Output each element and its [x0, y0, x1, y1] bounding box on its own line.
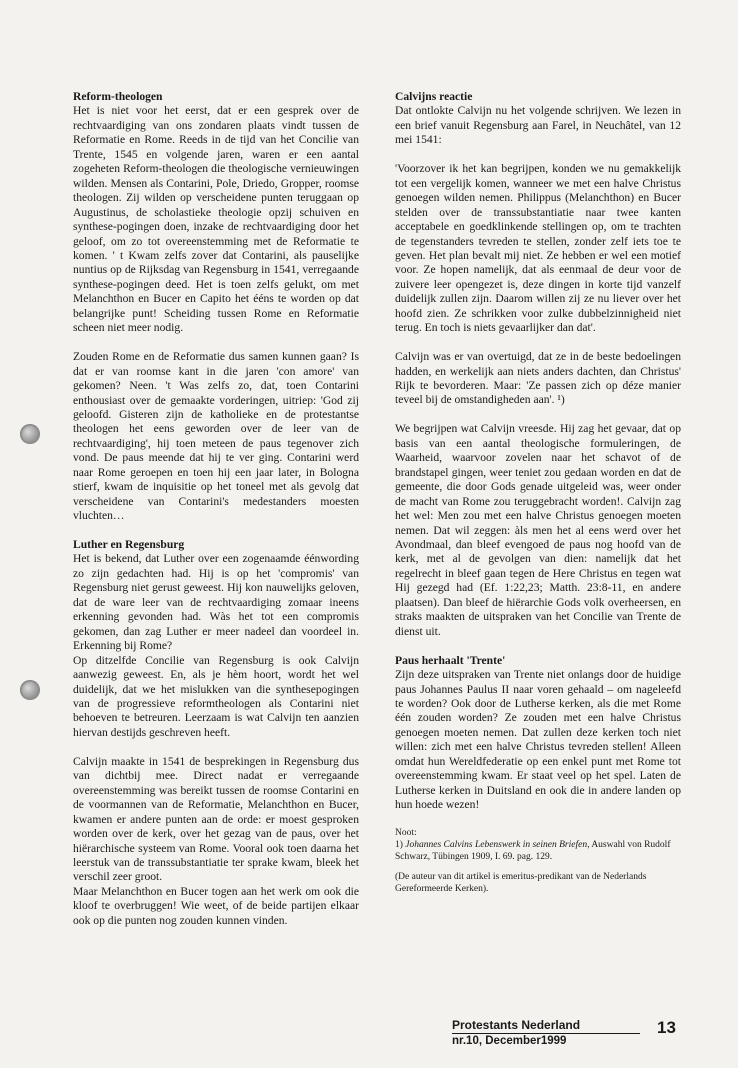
publication-title: Protestants Nederland [452, 1018, 581, 1032]
paragraph: Op ditzelfde Concilie van Regensburg is ook Calvijn aanwezig geweest. En, als je hèm hoort, wordt het wel duidelijk, dat we het mislukken van die synthesepogingen van de progressieve reformtheologen als Contarini niet behoeven te betreuren. Leerzaam is wat Calvijn ten aanzien hiervan destijds geschreven heeft. [73, 653, 359, 739]
footnote-number: 1) [395, 840, 406, 851]
paragraph: Zouden Rome en de Reformatie dus samen kunnen gaan? Is dat er van roomse kant in die jaren 'con amore' van gekomen? Neen. 't Was zelfs zo, dat, toen Contarini enthousiast over de gemaakte vorderingen, uitriep: 'God zij geloofd. Gisteren zijn de katholieke en de protestantse theologen het eens geworden over de leer van de rechtvaardiging', hij toen meteen de paus tegenover zich vond. De paus meende dat hij te ver ging. Contarini werd naar Rome geroepen en toen hij een jaar later, in Bologna stierf, kwam de inquisitie op het toneel met als gevolg dat verscheidene van Contarini's medestanders moesten vluchten… [73, 350, 359, 523]
paragraph: Zijn deze uitspraken van Trente niet onlangs door de huidige paus Johannes Paulus II naar voren gehaald – om nageleefd te worden? Ook door de Lutherse kerken, als die met Rome één zouden worden? Ze zouden met een halve Christus genoegen moeten nemen. Dat zullen deze kerken toch niet willen: zich met een halve Christus tevreden stellen! Alleen omdat hun Wereldfederatie op een enkel punt met Rome tot overeenstemming kwam. Er staat veel op het spel. Laten de Lutherse kerken in Duitsland en ook die in andere landen op hun hoede wezen! [395, 668, 681, 812]
heading-calvijns-reactie: Calvijns reactie [395, 90, 473, 103]
heading-luther-en-regensburg: Luther en Regensburg [73, 538, 185, 552]
footnote-label: Noot: [395, 828, 417, 839]
heading-reform-theologen: Reform-theologen [73, 90, 163, 103]
punch-hole-bottom [20, 680, 40, 700]
paragraph: We begrijpen wat Calvijn vreesde. Hij zag het gevaar, dat op basis van een aantal theologische formuleringen, de Waarheid, waarvoor zovelen naar het schavot of de brandstapel gingen, weer teniet zou gedaan worden en dat de gemeente, die door Gods genade uitgeleid was, weer onder de macht van Rome zou teruggebracht worden!. Calvijn zag het wel: Men zou met een halve Christus genoegen moeten nemen. Dat wil zeggen: àls men het al eens werd over het Avondmaal, dan bleef evengoed de paus nog hoofd van de kerk, met al de gevolgen van dien: namelijk dat het regelrecht in bleef gaan tegen de Here Christus en tegen wat Hij gezegd had (Ef. 1:22,23; Matth. 23:8-11, en andere plaatsen). Dan bleef de hiërarchie Gods volk overheersen, en straks maakten de uitspraken van het Concilie van Trente de dienst uit. [395, 422, 681, 638]
heading-paus-herhaalt-trente: Paus herhaalt 'Trente' [395, 653, 506, 667]
footer-divider [452, 1033, 640, 1034]
footnote-source: Auswahl von Rudolf Schwarz, Tübingen 1909, I. 69. pag. 129. [395, 840, 671, 863]
page-number: 13 [657, 1018, 676, 1037]
paragraph: Het is niet voor het eerst, dat er een gesprek over de rechtvaardiging van ons zondaren plaats vindt tussen de Reformatie en Rome. Reeds in de tijd van het Concilie van Trente, 1545 en volgende jaren, waren er een aantal zogeheten Reform-theologen die theologische vernieuwingen wilden. Mensen als Contarini, Pole, Driedo, Gropper, roomse theologen. Zij wilden op verscheidene punten teruggaan op Augustinus, de scholastieke theologie opzij schuiven en synthese-pogingen doen, inzake de rechtvaardiging door het geloof, om zo tot overeenstemming met de Reformatie te komen. ' t Kwam zelfs zover dat Contarini, als pauselijke nuntius op de Rijksdag van Regensburg in 1541, verregaande synthese-pogingen deed. Het is toen zelfs gelukt, om met Melanchthon en Bucer en Capito het ééns te worden op dat belangrijke punt! Scheiding tussen Rome en Reformatie scheen niet meer nodig. [73, 104, 359, 335]
footnote-book-title: Johannes Calvins Lebenswerk in seinen Briefen, [405, 840, 590, 851]
right-column [395, 90, 681, 903]
issue-info: nr.10, December1999 [452, 1035, 567, 1047]
paragraph: Calvijn was er van overtuigd, dat ze in de beste bedoelingen hadden, en werkelijk aan niets anders dachten, dan Christus' Rijk te bevorderen. Maar: 'Ze passen zich op déze manier teveel bij de omstandigheden aan'. ¹) [395, 350, 681, 407]
left-column [73, 90, 359, 943]
quote-paragraph: 'Voorzover ik het kan begrijpen, konden we nu gemakkelijk tot een vergelijk komen, wanneer we met een halve Christus genoegen wilden nemen. Philippus (Melanchthon) en Bucer stelden over de transsubstantiatie naar twee kanten acceptabele en goedklinkende stellingen op, om te trachten de tegenstanders tevreden te stellen, zonder zelf iets toe te geven. Het plan bevalt mij niet. Ze hebben er wel een motief voor. Ze hopen namelijk, dat als eenmaal de deur voor de zuivere leer opengezet is, deze dingen in korte tijd vanzelf duidelijk zullen zijn. Daarom willen zij ze nu liever over het hoofd zien. Ze schrikken voor zulke dubbelzinnigheid niet terug. En toch is niets gevaarlijker dan dat'. [395, 162, 681, 335]
punch-hole-top [20, 424, 40, 444]
paragraph: Maar Melanchthon en Bucer togen aan het werk om ook die kloof te overbruggen! Wie weet, of de beide partijen elkaar ook op die punten nog zouden kunnen vinden. [73, 884, 359, 927]
footnote [395, 839, 681, 863]
paragraph: Het is bekend, dat Luther over een zogenaamde éénwording zo zijn gedachten had. Hij is op het 'compromis' van Regensburg niet gerust geweest. Hij kon nauwelijks geloven, dat de ware leer van de rechtvaardiging zomaar ineens erkenning gevonden had. Wàs het tot een compromis gekomen, dan zag Luther er meer nadeel dan voordeel in. Erkenning bij Rome? [73, 552, 359, 653]
author-note: (De auteur van dit artikel is emeritus-predikant van de Nederlands Gereformeerde Kerken). [395, 872, 647, 895]
paragraph: Dat ontlokte Calvijn nu het volgende schrijven. We lezen in een brief vanuit Regensburg aan Farel, in Neuchâtel, van 12 mei 1541: [395, 104, 681, 147]
paragraph: Calvijn maakte in 1541 de besprekingen in Regensburg dus van dichtbij mee. Direct nadat er verregaande overeenstemming was bereikt tussen de roomse Contarini en de voormannen van de Reformatie, Melanchthon en Bucer, kwamen er andere punten aan de orde: er moest gesproken worden over de kerk, over het gezag van de paus, over het hiërarchische systeem van Rome. Vooral ook toen daarna het leerstuk van de transsubstantiatie ter sprake kwam, bleek het verschil zeer groot. [73, 754, 359, 884]
